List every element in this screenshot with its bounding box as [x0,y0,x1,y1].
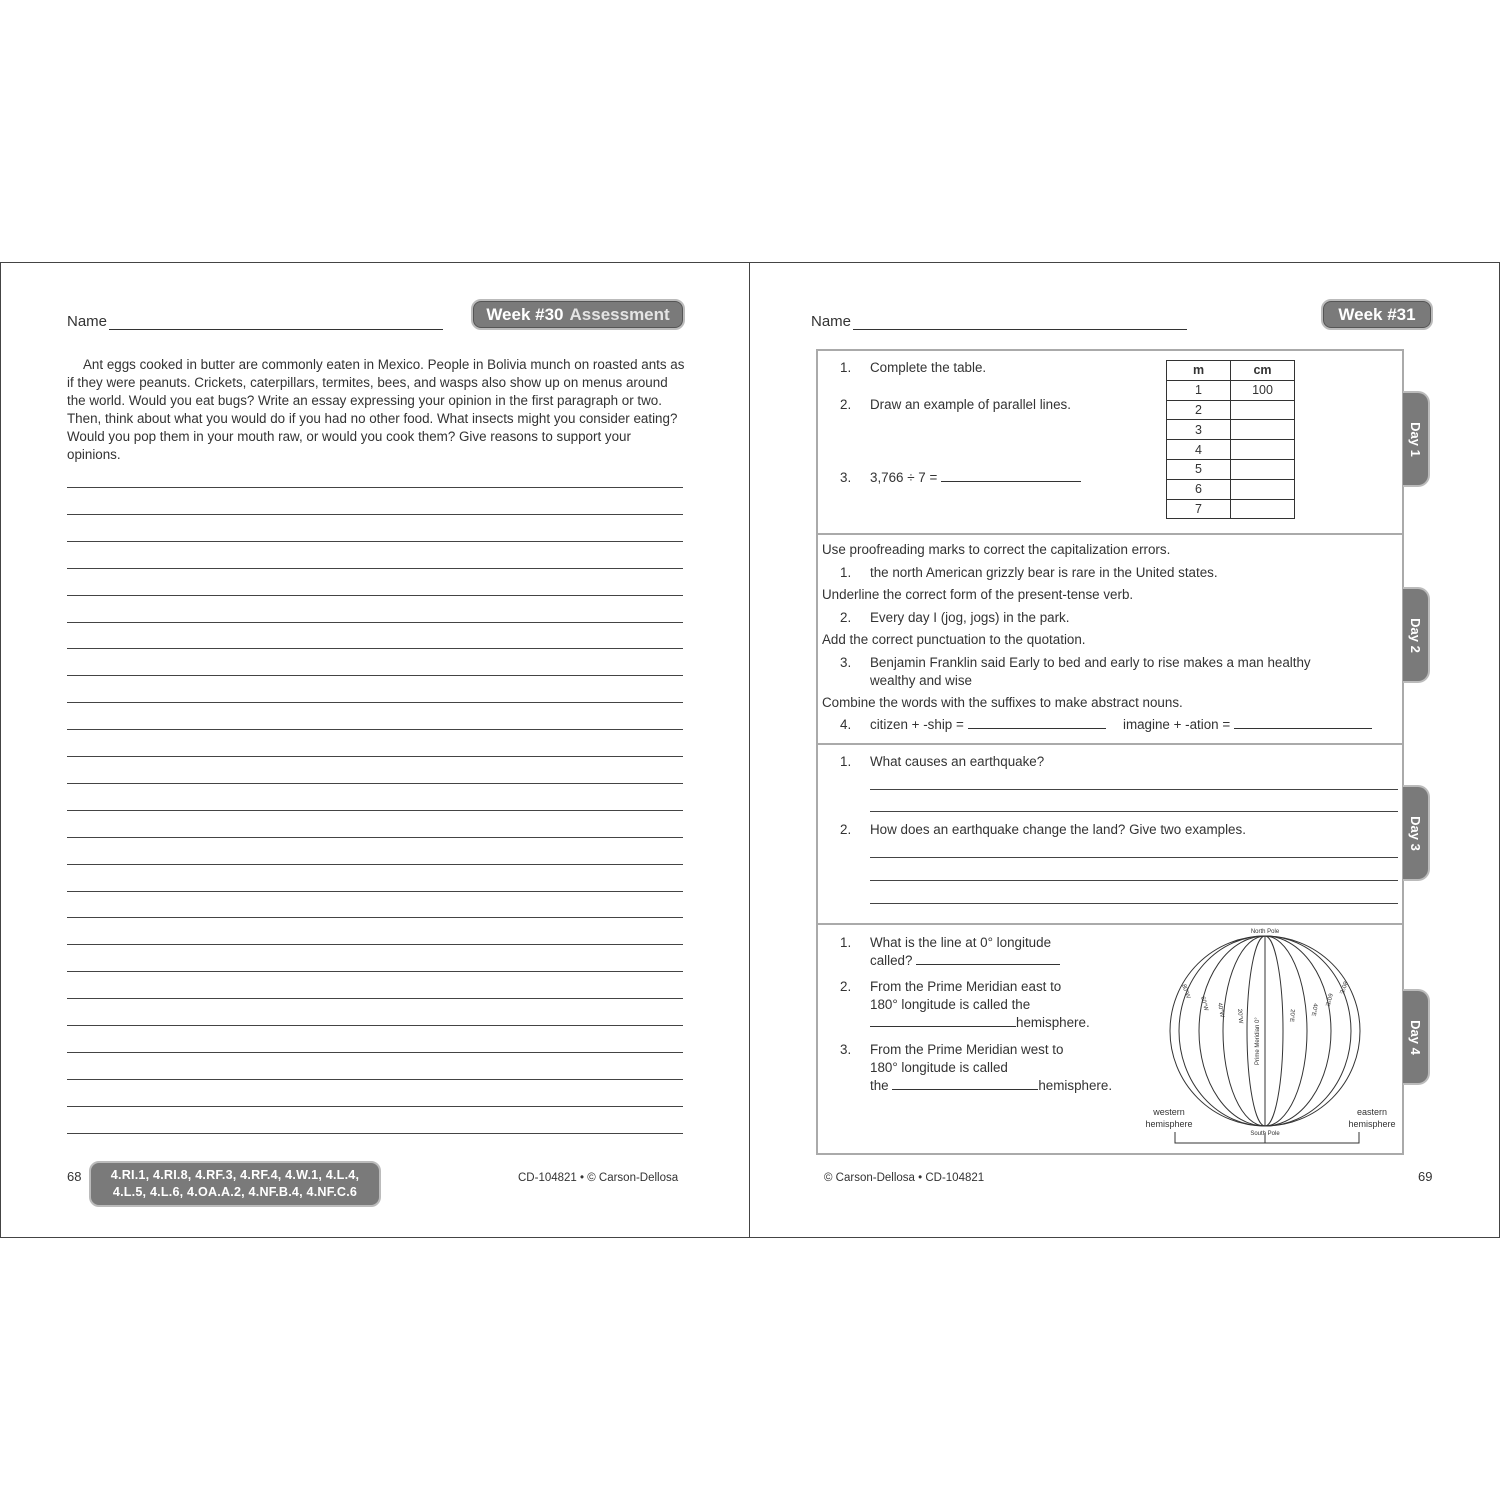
week-badge [471,299,685,330]
name-field [67,313,443,330]
question [840,396,1140,414]
week-badge [1321,299,1433,330]
table-cell-m: 1 [1167,380,1231,400]
meridian-line [1265,936,1283,1126]
question [840,934,1140,970]
name-label: Name [811,313,852,330]
answer-line[interactable] [870,903,1398,904]
table-row [1167,459,1295,479]
question [840,564,1400,582]
day-3-section [818,745,1402,925]
footer-credit: © Carson-Dellosa • CD-104821 [824,1172,985,1184]
writing-line[interactable] [67,541,683,542]
question-number: 2. [840,979,852,994]
question-number: 2. [840,610,852,625]
standards-badge [89,1161,381,1207]
writing-line[interactable] [67,514,683,515]
writing-line[interactable] [67,891,683,892]
longitude-label: 20°W [1236,1008,1244,1024]
table-cell-m: 5 [1167,459,1231,479]
table-cell-m: 3 [1167,420,1231,440]
eastern-hemisphere-label: hemisphere [1348,1119,1396,1129]
answer-blank[interactable] [941,469,1081,482]
week-badge-number: Week #31 [1338,304,1416,324]
answer-blank[interactable] [870,1014,1016,1027]
name-line[interactable] [853,314,1187,330]
eastern-hemisphere-label: eastern [1356,1107,1388,1117]
writing-line[interactable] [67,702,683,703]
writing-line[interactable] [67,1079,683,1080]
right-page [749,262,1500,1238]
instruction: Add the correct punctuation to the quotation. [822,632,1086,647]
question-text: 3,766 ÷ 7 = [870,470,938,485]
daily-assessment-box [816,349,1404,1155]
table-header: m [1167,361,1231,381]
writing-line[interactable] [67,648,683,649]
question-number: 4. [840,717,852,732]
question-text: 180° longitude is called [870,1060,1008,1075]
question [840,716,1400,734]
writing-line[interactable] [67,1106,683,1107]
question [840,821,1400,839]
writing-line[interactable] [67,1025,683,1026]
table-header: cm [1231,361,1295,381]
question-text: hemisphere. [1038,1078,1113,1093]
question [840,978,1140,1032]
longitude-label: 80°E [1337,980,1348,995]
question-number: 1. [840,935,852,950]
south-pole-label: South Pole [1250,1131,1280,1137]
day-1-section [818,351,1402,535]
longitude-label: 20°E [1287,1008,1295,1023]
western-hemisphere-label: western [1153,1107,1185,1117]
table-row [1167,380,1295,400]
day-4-section [818,925,1402,1153]
writing-line[interactable] [67,917,683,918]
answer-line[interactable] [870,789,1398,790]
question-number: 1. [840,360,852,375]
writing-line[interactable] [67,783,683,784]
question-text[interactable]: Benjamin Franklin said Early to bed and early to rise makes a man healthy [870,655,1311,670]
name-field [811,313,1187,330]
tab-day-4[interactable] [1403,989,1430,1085]
table-row [1167,420,1295,440]
question-number: 3. [840,1042,852,1057]
writing-line[interactable] [67,756,683,757]
tab-label: Day 3 [1408,815,1424,851]
table-cell-cm[interactable] [1231,440,1295,460]
instruction: Use proofreading marks to correct the capitalization errors. [822,542,1171,557]
answer-line[interactable] [870,811,1398,812]
table-cell-m: 6 [1167,479,1231,499]
page-number: 68 [67,1169,82,1184]
tab-day-2[interactable] [1403,587,1430,683]
essay-prompt-text: Ant eggs cooked in butter are commonly eaten in Mexico. People in Bolivia munch on roasted ants as if they were peanuts. Crickets, caterpillars, termites, bees, and wasps also show up on menus around the world. Would you eat bugs? Write an essay expressing your opinion in the first paragraph or two. Then, think about what you would do if you had no other food. What insects might you consider eating? Would you pop them in your mouth raw, or would you cook them? Give reasons to support your opinions. [67,357,685,462]
question [840,359,1140,377]
table-cell-cm[interactable] [1231,499,1295,519]
table-row [1167,479,1295,499]
question-number: 3. [840,470,852,485]
answer-blank[interactable] [892,1077,1038,1090]
question-text: citizen + -ship = [870,717,964,732]
question-text: What causes an earthquake? [870,754,1045,769]
question-text: called? [870,953,913,968]
tab-label: Day 1 [1408,421,1424,457]
question-text[interactable]: the north American grizzly bear is rare in the United states. [870,565,1218,580]
question-number: 2. [840,397,852,412]
writing-line[interactable] [67,622,683,623]
question [840,753,1400,771]
week-badge-assessment: Assessment [569,304,670,324]
writing-line[interactable] [67,971,683,972]
table-cell-cm: 100 [1231,380,1295,400]
question-text: hemisphere. [1016,1015,1090,1030]
meridian-line [1265,936,1307,1126]
week-badge-number: Week #30 [486,304,564,324]
question-text: Draw an example of parallel lines. [870,397,1071,412]
table-cell-m: 4 [1167,440,1231,460]
standards-line: 4.L.5, 4.L.6, 4.OA.A.2, 4.NF.B.4, 4.NF.C.6 [112,1185,358,1199]
table-row [1167,440,1295,460]
question-text[interactable]: Every day I (jog, jogs) in the park. [870,610,1070,625]
table-cell-cm[interactable] [1231,479,1295,499]
answer-blank[interactable] [916,952,1060,965]
question [840,1041,1140,1095]
writing-line[interactable] [67,864,683,865]
question [840,469,1140,487]
table-cell-cm[interactable] [1231,459,1295,479]
writing-line[interactable] [67,998,683,999]
tab-day-3[interactable] [1403,785,1430,881]
answer-blank[interactable] [1234,716,1372,729]
tab-day-1[interactable] [1403,391,1430,487]
table-cell-cm[interactable] [1231,420,1295,440]
essay-prompt [67,356,685,464]
question-number: 3. [840,655,852,670]
standards-line: 4.RI.1, 4.RI.8, 4.RF.3, 4.RF.4, 4.W.1, 4.L.4, [110,1168,360,1182]
day-2-section [818,535,1402,745]
north-pole-label: North Pole [1250,929,1280,935]
writing-line[interactable] [67,729,683,730]
meridian-line [1265,936,1331,1126]
question-text: Complete the table. [870,360,987,375]
writing-line[interactable] [67,568,683,569]
footer-credit: CD-104821 • © Carson-Dellosa [518,1172,679,1184]
question-number: 2. [840,822,852,837]
table-cell-cm[interactable] [1231,400,1295,420]
answer-line[interactable] [870,857,1398,858]
table-row [1167,499,1295,519]
writing-line[interactable] [67,944,683,945]
answer-line[interactable] [870,880,1398,881]
question-text: the [870,1078,889,1093]
longitude-label: 60°W [1199,995,1209,1012]
question-text: 180° longitude is called the [870,997,1031,1012]
left-page [0,262,750,1238]
writing-line[interactable] [67,837,683,838]
writing-line[interactable] [67,810,683,811]
writing-line[interactable] [67,487,683,488]
question-number: 1. [840,565,852,580]
globe-diagram [1136,925,1404,1153]
longitude-label: 40°E [1309,1002,1318,1017]
western-hemisphere-label: hemisphere [1145,1119,1193,1129]
writing-line[interactable] [67,675,683,676]
question-text: From the Prime Meridian east to [870,979,1062,994]
instruction: Combine the words with the suffixes to make abstract nouns. [822,695,1183,710]
longitude-label: 80°W [1180,983,1191,1000]
question-text[interactable]: wealthy and wise [870,673,972,688]
writing-line[interactable] [67,1052,683,1053]
name-label: Name [67,313,108,330]
question-number: 1. [840,754,852,769]
question [840,609,1400,627]
question-text: From the Prime Meridian west to [870,1042,1064,1057]
question [840,654,1400,690]
conversion-table [1166,360,1295,519]
table-cell-m: 2 [1167,400,1231,420]
table-row [1167,400,1295,420]
answer-blank[interactable] [968,716,1106,729]
name-line[interactable] [109,314,443,330]
table-cell-m: 7 [1167,499,1231,519]
instruction: Underline the correct form of the present-tense verb. [822,587,1134,602]
question-text: What is the line at 0° longitude [870,935,1052,950]
question-text: imagine + -ation = [1122,717,1231,732]
longitude-label: 40°W [1216,1002,1225,1018]
prime-meridian-label: Prime Meridian 0° [1255,1017,1261,1065]
writing-line[interactable] [67,595,683,596]
tab-label: Day 4 [1408,1019,1424,1055]
tab-label: Day 2 [1408,617,1424,653]
writing-line[interactable] [67,1133,683,1134]
longitude-label: 60°E [1323,992,1333,1007]
page-number: 69 [1418,1169,1433,1184]
question-text: How does an earthquake change the land? Give two examples. [870,822,1246,837]
book-spread [0,262,1500,1238]
